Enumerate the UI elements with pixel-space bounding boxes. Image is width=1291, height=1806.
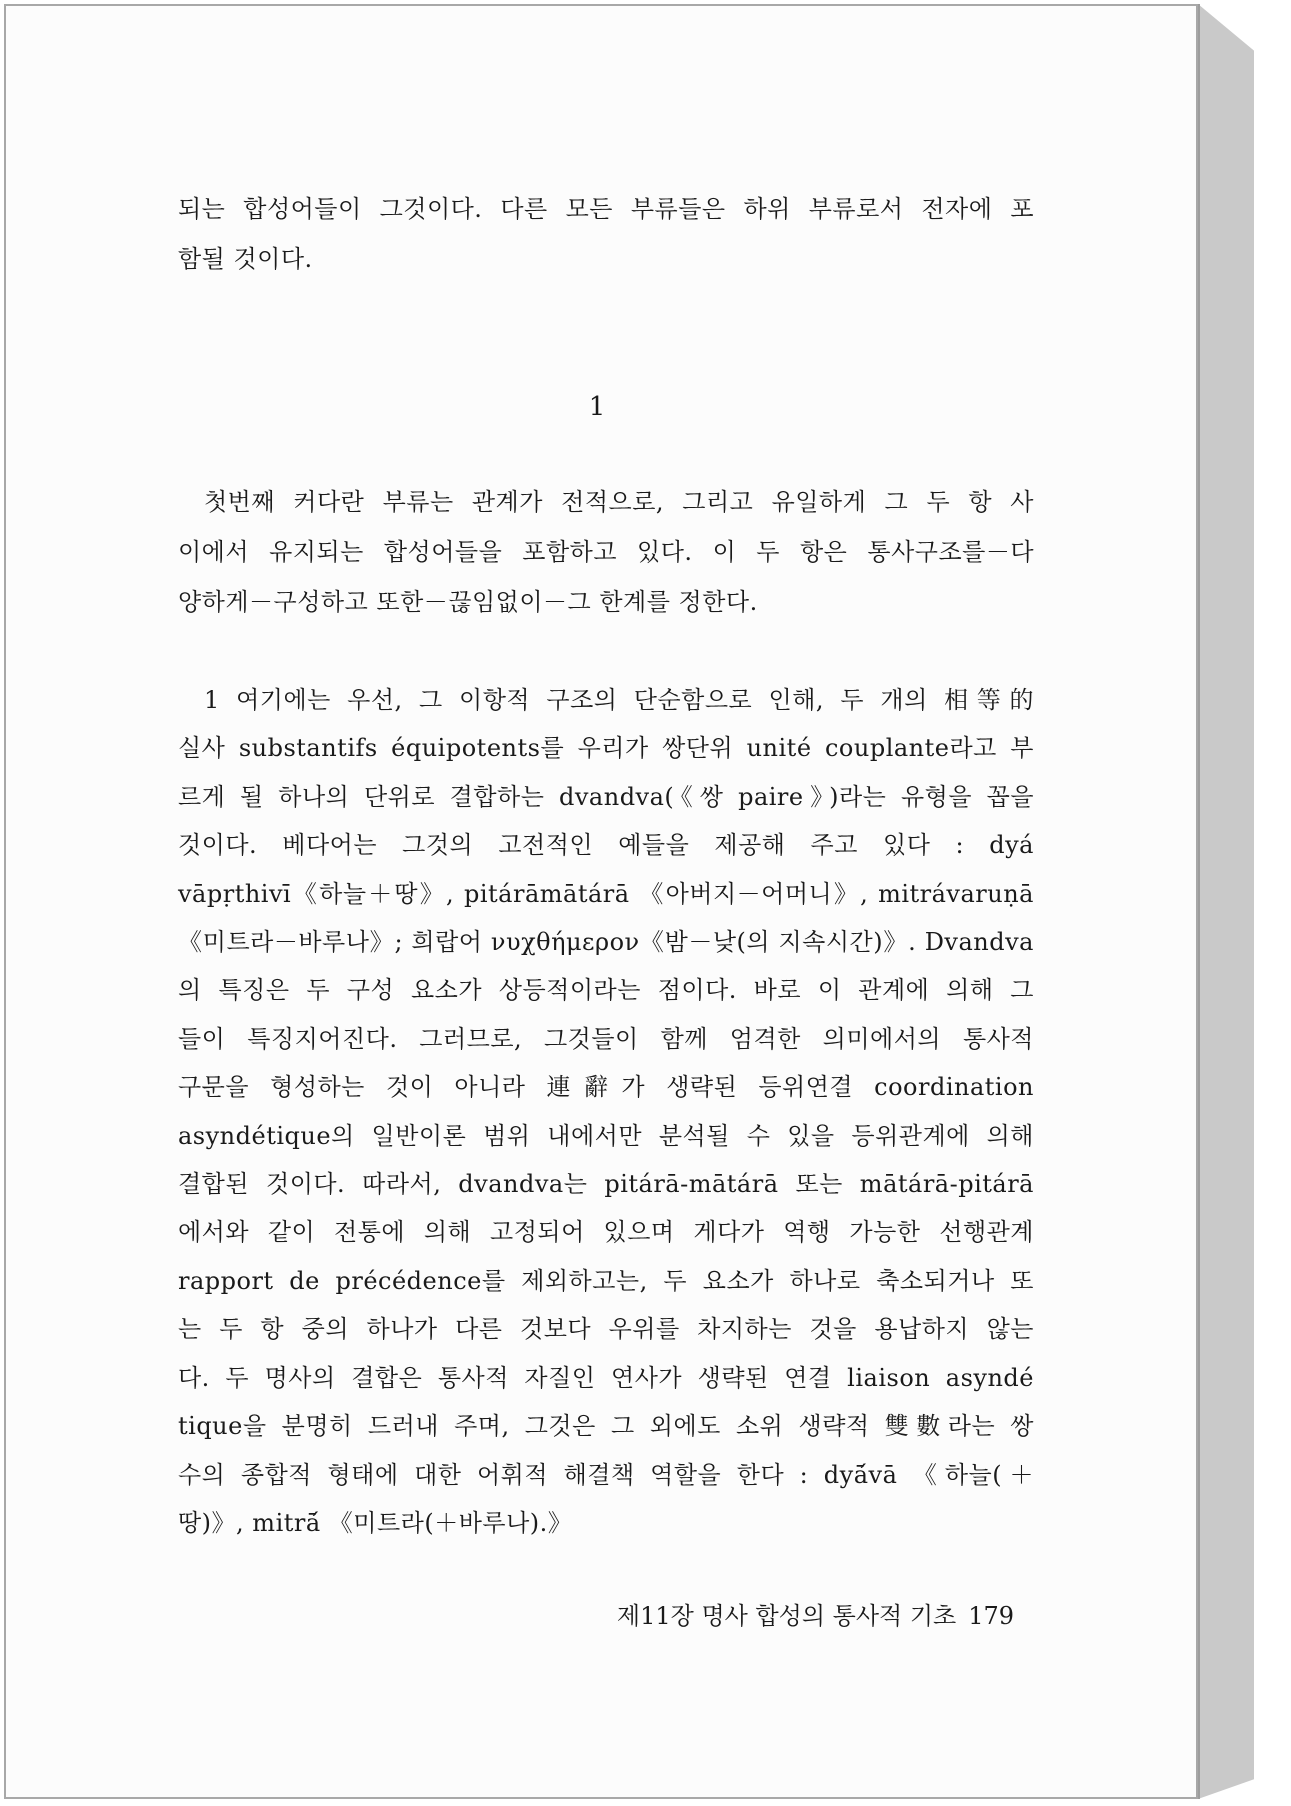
text-line: 결합된 것이다. 따라서, dvandva는 pitárā-mātárā 또는 mātárā-pitárā xyxy=(178,1170,1034,1199)
text-line: 에서와 같이 전통에 의해 고정되어 있으며 게다가 역행 가능한 선행관계 xyxy=(178,1218,1034,1247)
running-footer xyxy=(574,1596,1014,1636)
text-line: 되는 합성어들이 그것이다. 다른 모든 부류들은 하위 부류로서 전자에 포 xyxy=(178,195,1034,223)
page-number: 179 xyxy=(968,1602,1014,1630)
text-line: asyndétique의 일반이론 범위 내에서만 분석될 수 있을 등위관계에 의해 xyxy=(178,1121,1034,1150)
intro-paragraph xyxy=(178,184,1034,284)
text-line: 함될 것이다. xyxy=(178,245,313,273)
text-line: 구문을 형성하는 것이 아니라 連辭가 생략된 등위연결 coordination xyxy=(178,1073,1034,1102)
page-stack-edge xyxy=(1198,4,1254,1799)
text-line: 《미트라－바루나》; 희랍어 νυχθήμερον《밤－낮(의 지속시간)》. Dvandva xyxy=(178,928,1034,957)
text-line: 다. 두 명사의 결합은 통사적 자질인 연사가 생략된 연결 liaison asyndé xyxy=(178,1363,1034,1392)
text-line: 는 두 항 중의 하나가 다른 것보다 우위를 차지하는 것을 용납하지 않는 xyxy=(178,1315,1034,1344)
text-line: 첫번째 커다란 부류는 관계가 전적으로, 그리고 유일하게 그 두 항 사 xyxy=(204,488,1034,516)
body-paragraph-2 xyxy=(178,676,1034,1547)
section-number: 1 xyxy=(588,392,606,422)
chapter-title: 제11장 명사 합성의 통사적 기초 xyxy=(616,1602,957,1630)
text-line: 들이 특징지어진다. 그러므로, 그것들이 함께 엄격한 의미에서의 통사적 xyxy=(178,1024,1034,1053)
page-spine-line xyxy=(1198,4,1200,1799)
text-line: 것이다. 베다어는 그것의 고전적인 예들을 제공해 주고 있다 : dyá xyxy=(178,831,1034,860)
text-line: 양하게－구성하고 또한－끊임없이－그 한계를 정한다. xyxy=(178,588,758,616)
text-line: 의 특징은 두 구성 요소가 상등적이라는 점이다. 바로 이 관계에 의해 그 xyxy=(178,976,1034,1005)
text-line: 이에서 유지되는 합성어들을 포함하고 있다. 이 두 항은 통사구조를－다 xyxy=(178,538,1034,566)
text-line: 수의 종합적 형태에 대한 어휘적 해결책 역할을 한다 : dyā́vā 《하늘(＋ xyxy=(178,1460,1034,1489)
text-line: 땅)》, mitrā́ 《미트라(＋바루나).》 xyxy=(178,1508,573,1537)
text-line: vāpṛthivī《하늘＋땅》, pitárāmātárā 《아버지－어머니》, mitrávaruṇā xyxy=(178,879,1034,908)
text-line: 실사 substantifs équipotents를 우리가 쌍단위 unité couplante라고 부 xyxy=(178,734,1034,763)
text-line: 르게 될 하나의 단위로 결합하는 dvandva(《쌍 paire》)라는 유형을 꼽을 xyxy=(178,782,1034,811)
body-paragraph-1 xyxy=(178,477,1034,627)
text-line: tique을 분명히 드러내 주며, 그것은 그 외에도 소위 생략적 雙數라는 쌍 xyxy=(178,1412,1034,1441)
text-line: 1 여기에는 우선, 그 이항적 구조의 단순함으로 인해, 두 개의 相等的 xyxy=(204,686,1034,714)
text-line: rapport de précédence를 제외하고는, 두 요소가 하나로 축소되거나 또 xyxy=(178,1266,1034,1295)
